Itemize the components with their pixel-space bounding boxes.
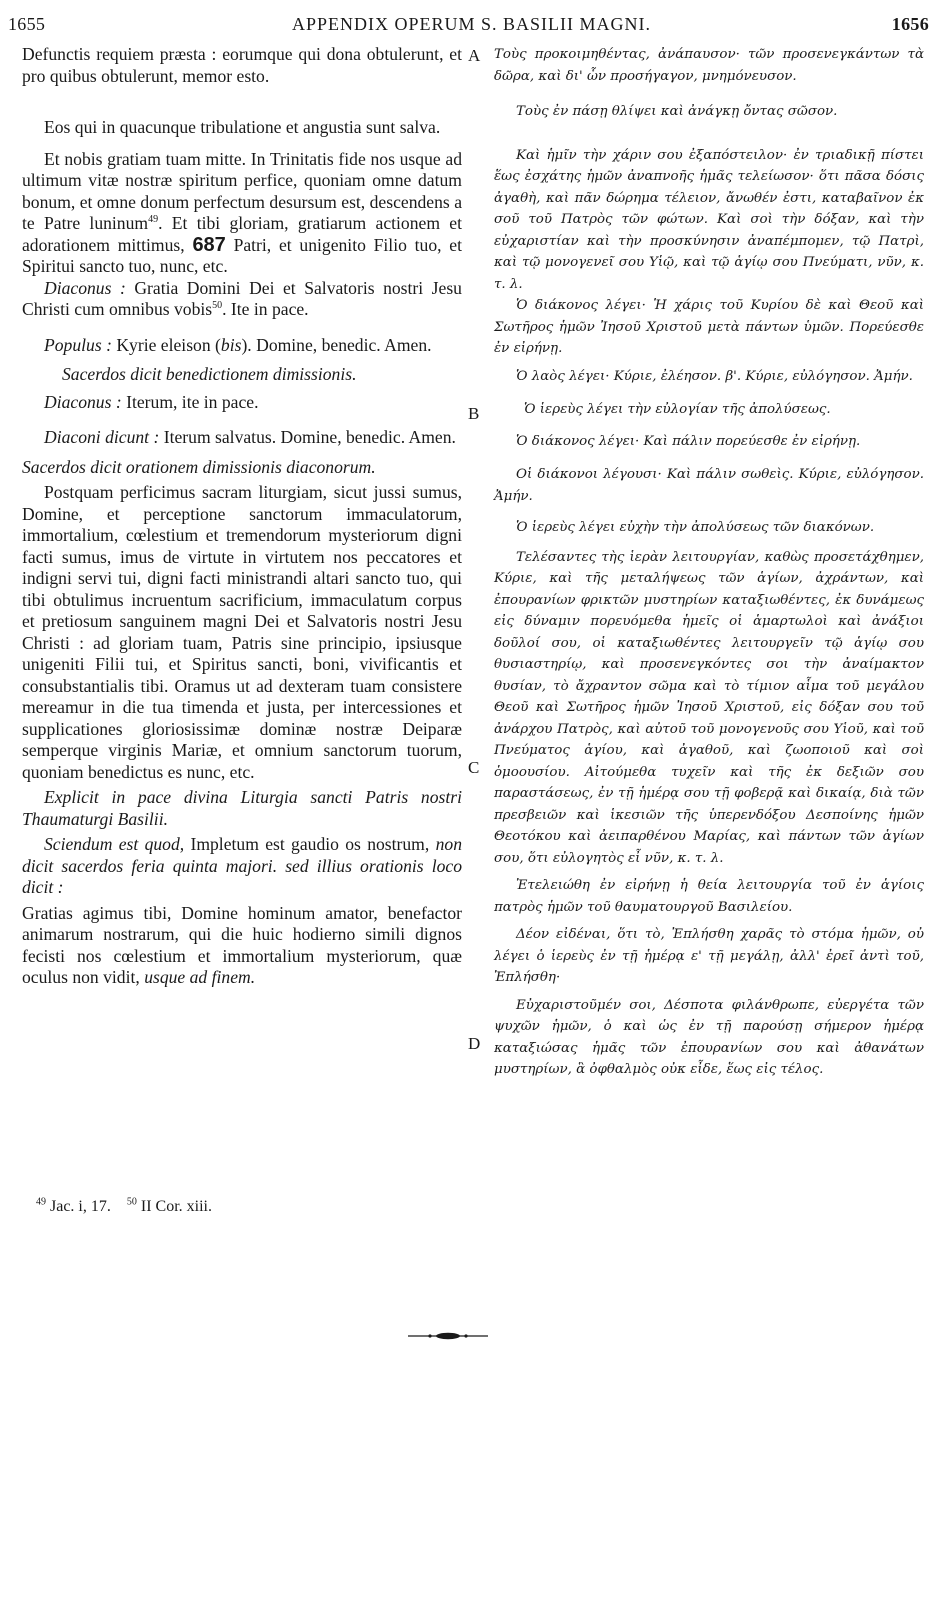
latin-text: . Ite in pace. — [222, 299, 309, 319]
greek-paragraph: Τοὺς ἐν πάσῃ θλίψει καὶ ἀνάγκῃ ὄντας σῶσον. — [516, 104, 838, 119]
latin-paragraph — [22, 149, 462, 278]
latin-text: bis — [220, 334, 242, 355]
greek-rubric: Ἐτελειώθη ἐν εἰρήνῃ ἡ θεία λειτουργία τοῦ ἐν ἁγίοις πατρὸς ἡμῶν τοῦ θαυματουργοῦ Βασιλείου. — [494, 878, 924, 915]
greek-paragraph: Ὁ λαὸς λέγει· Κύριε, ἐλέησον. β'. Κύριε, εὐλόγησον. Ἀμήν. — [516, 368, 913, 384]
margin-letter-a: A — [468, 46, 481, 65]
rubric: Sacerdos dicit benedictionem dimissionis. — [62, 364, 357, 384]
footnotes — [36, 1198, 212, 1216]
rubric: Explicit in pace divina Liturgia sancti Patris nostri Thaumaturgi Basilii. — [22, 787, 462, 829]
footnote-number: 49 — [36, 1196, 46, 1208]
margin-letter-b: B — [468, 404, 480, 423]
latin-text: ). Domine, benedic. Amen. — [241, 334, 432, 355]
latin-text: Iterum salvatus. Domine, benedic. Amen. — [163, 427, 456, 447]
margin-letter-d: D — [468, 1034, 481, 1053]
greek-paragraph: Δέον εἰδέναι, ὅτι τὸ, Ἐπλήσθη χαρᾶς τὸ στόμα ἡμῶν, οὐ λέγει ὁ ἱερεὺς ἐν τῇ ἡμέρᾳ ε' τῇ μεγάλῃ, ἀλλ' ἐρεῖ ἀντὶ τοῦ, Ἐπλήσθη· — [494, 927, 924, 985]
latin-column — [22, 44, 462, 989]
greek-column — [494, 44, 924, 1081]
latin-text: Sciendum est quod, — [44, 834, 185, 854]
greek-paragraph: Εὐχαριστοῦμέν σοι, Δέσποτα φιλάνθρωπε, εὐεργέτα τῶν ψυχῶν ἡμῶν, ὁ καὶ ὡς ἐν τῇ παρούσῃ σήμερον ἡμέρᾳ καταξιώσας ἡμᾶς τῶν ἐπουρανίων σου καὶ ἀθανάτων μυστηρίων, ἃ ὀφθαλμὸς οὐκ εἶδε, ἕως εἰς τέλος. — [494, 997, 924, 1077]
page-number-right: 1656 — [891, 14, 929, 34]
footnote-ref: 50 — [212, 300, 223, 312]
footnote-number: 50 — [126, 1196, 137, 1208]
greek-paragraph: Ὁ διάκονος λέγει· Ἡ χάρις τοῦ Κυρίου δὲ καὶ Θεοῦ καὶ Σωτῆρος ἡμῶν Ἰησοῦ Χριστοῦ μετὰ πάντων ὑμῶν. Πορεύεσθε ἐν εἰρήνῃ. — [494, 298, 924, 356]
latin-paragraph — [22, 903, 462, 989]
speaker-label: Populus : — [44, 334, 112, 355]
latin-text: Patri, et unigenito Filio tuo, et Spiritui sancto tuo, nunc, etc. — [22, 234, 462, 276]
latin-text: usque ad finem. — [144, 967, 256, 987]
latin-paragraph — [22, 278, 462, 321]
running-title: APPENDIX OPERUM S. BASILII MAGNI. — [291, 14, 652, 34]
rubric: Sacerdos dicit orationem dimissionis diaconorum. — [22, 456, 376, 477]
latin-text: Kyrie eleison ( — [116, 334, 221, 355]
latin-paragraph — [22, 427, 462, 449]
greek-paragraph: Καὶ ἡμῖν τὴν χάριν σου ἐξαπόστειλον· ἐν τριαδικῇ πίστει ἕως ἐσχάτης ἡμῶν ἀναπνοῆς ἡμᾶς τελείωσον· ὅτι πᾶσα δόσις ἀγαθὴ, καὶ πᾶν δώρημα τέλειον, ἄνωθέν ἐστι, καταβαῖνον ἐκ σοῦ τοῦ Πατρὸς τῶν φώτων. Καὶ σοὶ τὴν δόξαν, καὶ τὴν εὐχαριστίαν καὶ τὴν προσκύνησιν ἀναπέμπομεν, τῷ Πατρὶ, καὶ τῷ μονογενεῖ σου Υἱῷ, καὶ τῷ ἁγίῳ σου Πνεύματι, νῦν, κ. τ. λ. — [494, 147, 924, 292]
latin-paragraph — [22, 834, 462, 899]
greek-paragraph: Ὁ διάκονος λέγει· Καὶ πάλιν πορεύεσθε ἐν εἰρήνῃ. — [516, 433, 861, 449]
latin-text: Impletum est gaudio os nostrum, — [190, 834, 430, 854]
speaker-label: Diaconus : — [44, 391, 122, 412]
latin-paragraph: Eos qui in quacunque tribulatione et angustia sunt salva. — [44, 117, 441, 137]
greek-paragraph: Οἱ διάκονοι λέγουσι· Καὶ πάλιν σωθεὶς. Κύριε, εὐλόγησον. Ἀμήν. — [494, 467, 924, 504]
page-number-left: 1655 — [8, 14, 46, 34]
latin-paragraph: Defunctis requiem præsta : eorumque qui dona obtulerunt, et pro quibus obtulerunt, memor esto. — [22, 44, 462, 86]
ornament-rule-icon — [408, 1330, 488, 1342]
latin-paragraph: Postquam perficimus sacram liturgiam, sicut jussi sumus, Domine, et perceptione sanctorum immaculatorum, immortalium, cœlestium et tremendorum mysteriorum digni facti sumus, imus de virtute in virtutem nos peccatores et indigni servi tui, digni facti ministrandi altari sancto tuo, qui tibi obtulimus incruentum sacrificium, immaculatum corpus et pretiosum sanguinem magni Dei et Salvatoris nostri Jesu Christi : ad gloriam tuam, Patris sine principio, ipsiusque unigeniti Filii tui, et Spiritus sancti, boni, vivificantis et consubstantialis tibi. Oramus ut ad dexteram tuam consistere mereamur in die tua timenda et justa, per intercessiones et supplicationes gloriosissimæ dominæ nostræ Deiparæ semperque virginis Mariæ, et omnium sanctorum tuorum, quoniam benedictus es nunc, etc. — [22, 482, 462, 782]
latin-text: Gratias agimus tibi, Domine hominum amator, benefactor animarum nostrarum, qui die huic hodierno simili dignos fecisti nos cœlestium et immortalium mysteriorum, quæ oculus non vidit, — [22, 902, 462, 987]
greek-paragraph: Τελέσαντες τὴς ἱερὰν λειτουργίαν, καθὼς προσετάχθημεν, Κύριε, καὶ τῆς μεταλήψεως τῶν ἁγίων, ἀχράντων, καὶ ἐπουρανίων φρικτῶν μυστηρίων καταξιωθέντες, ἐκ δυνάμεως εἰς δύναμιν πορευόμεθα ἡμεῖς οἱ ἁμαρτωλοὶ καὶ ἀνάξιοι δοῦλοί σου, οἱ καταξιωθέντες λειτουργεῖν τῷ ἁγίῳ σου θυσιαστηρίῳ, καὶ προσενεγκόντες σοι τὴν ἀναίμακτον θυσίαν, τὸ ἄχραντον σῶμα καὶ τὸ τίμιον αἷμα τοῦ μεγάλου Θεοῦ καὶ Σωτῆρος ἡμῶν Ἰησοῦ Χριστοῦ, εἰς δόξαν σου τοῦ ἀνάρχου Πατρὸς, καὶ αὐτοῦ τοῦ μονογενοῦς σου Υἱοῦ, καὶ τοῦ Πνεύματος ἁγίου, καὶ ἀγαθοῦ, καὶ ζωοποιοῦ καὶ σοὶ ὁμοουσίου. Αἰτούμεθα τυχεῖν καὶ τῆς ἐκ δεξιῶν σου παραστάσεως, ἐν τῇ ἡμέρᾳ σου τῇ φοβερᾷ καὶ δικαίᾳ, διὰ τῶν πρεσβειῶν καὶ ἱκεσιῶν τῆς ὑπερενδόξου Δεσποίνης ἡμῶν Θεοτόκου καὶ ἀειπαρθένου Μαρίας, καὶ πάντων τῶν ἁγίων σου, ὅτι εὐλογητὸς εἶ νῦν, κ. τ. λ. — [494, 549, 924, 866]
column-number: 687 — [192, 233, 226, 256]
speaker-label: Diaconi dicunt : — [44, 427, 160, 447]
latin-text: Et nobis gratiam tuam mitte. In Trinitatis fide nos usque ad ultimum vitæ nostræ spiritum perfice, quoniam omne datum bonum, et omne donum perfectum desursum est, descendens a te Patre luninum — [22, 148, 462, 233]
greek-rubric: Ὁ ἱερεὺς λέγει εὐχὴν τὴν ἀπολύσεως τῶν διακόνων. — [516, 520, 875, 535]
margin-letter-c: C — [468, 758, 480, 777]
footnote-ref: 49 — [148, 214, 159, 226]
latin-paragraph — [22, 335, 462, 357]
latin-text: Gratia Domini Dei et Salvatoris nostri Jesu Christi cum omnibus vobis — [22, 277, 462, 319]
footnote-text: Jac. i, 17. — [50, 1198, 111, 1215]
greek-rubric: Ὁ ἱερεὺς λέγει τὴν εὐλογίαν τῆς ἀπολύσεως. — [524, 402, 831, 417]
speaker-label: Diaconus : — [44, 277, 126, 298]
greek-paragraph: Τοὺς προκοιμηθέντας, ἀνάπαυσον· τῶν προσενεγκάντων τὰ δῶρα, καὶ δι' ὧν προσήγαγον, μνημόνευσον. — [494, 47, 924, 84]
latin-paragraph — [22, 392, 462, 414]
latin-text: non dicit sacerdos feria quinta majori. sed illius orationis loco dicit : — [22, 834, 462, 897]
latin-text: Iterum, ite in pace. — [126, 391, 259, 412]
latin-text: . Et tibi gloriam, gratiarum actionem et adorationem mittimus, — [22, 213, 462, 255]
footnote-text: II Cor. xiii. — [140, 1198, 212, 1215]
